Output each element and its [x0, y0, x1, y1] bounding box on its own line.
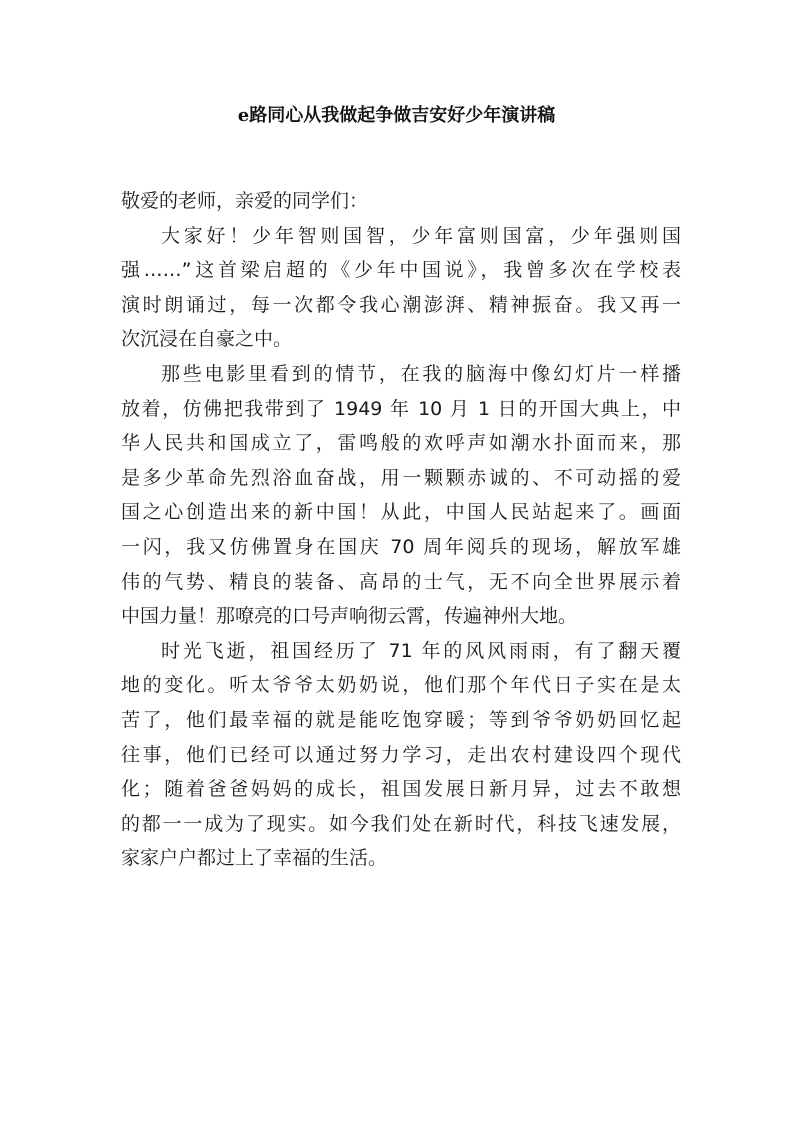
paragraph-line: 华人民共和国成立了，雷鸣般的欢呼声如潮水扑面而来，那	[121, 432, 681, 455]
paragraph-line: 放着，仿佛把我带到了 1949 年 10 月 1 日的开国大典上，中	[121, 397, 681, 420]
paragraph-2	[121, 357, 681, 634]
paragraph-line: 强……”这首梁启超的《少年中国说》，我曾多次在学校表	[121, 259, 681, 282]
paragraph-1	[121, 219, 681, 357]
paragraph-line: 苦了，他们最幸福的就是能吃饱穿暖；等到爷爷奶奶回忆起	[121, 708, 681, 731]
paragraph-line: 家家户户都过上了幸福的生活。	[121, 847, 388, 870]
paragraph-line: 国之心创造出来的新中国！从此，中国人民站起来了。画面	[121, 501, 681, 524]
paragraph-line: 往事，他们已经可以通过努力学习，走出农村建设四个现代	[121, 743, 681, 766]
paragraph-line: 伟的气势、精良的装备、高昂的士气，无不向全世界展示着	[121, 570, 681, 593]
paragraph-line: 是多少革命先烈浴血奋战，用一颗颗赤诚的、不可动摇的爱	[121, 466, 681, 489]
document-title: e路同心从我做起争做吉安好少年演讲稿	[237, 105, 556, 126]
paragraph-line: 次沉浸在自豪之中。	[121, 328, 293, 351]
paragraph-line: 化；随着爸爸妈妈的成长，祖国发展日新月异，过去不敢想	[121, 778, 681, 801]
paragraph-3	[121, 634, 681, 876]
paragraph-line: 地的变化。听太爷爷太奶奶说，他们那个年代日子实在是太	[121, 674, 681, 697]
paragraph-line: 演时朗诵过，每一次都令我心潮澎湃、精神振奋。我又再一	[121, 293, 681, 316]
paragraph-line: 时光飞逝，祖国经历了 71 年的风风雨雨，有了翻天覆	[161, 639, 681, 662]
document-body	[121, 184, 681, 876]
greeting-line: 敬爱的老师，亲爱的同学们：	[121, 190, 369, 212]
paragraph-line: 一闪，我又仿佛置身在国庆 70 周年阅兵的现场，解放军雄	[121, 535, 681, 558]
paragraph-line: 大家好！少年智则国智，少年富则国富，少年强则国	[161, 224, 681, 247]
paragraph-line: 的都一一成为了现实。如今我们处在新时代，科技飞速发展，	[121, 812, 681, 835]
paragraph-line: 中国力量！那嘹亮的口号声响彻云霄，传遍神州大地。	[121, 605, 578, 628]
paragraph-line: 那些电影里看到的情节，在我的脑海中像幻灯片一样播	[161, 362, 681, 385]
